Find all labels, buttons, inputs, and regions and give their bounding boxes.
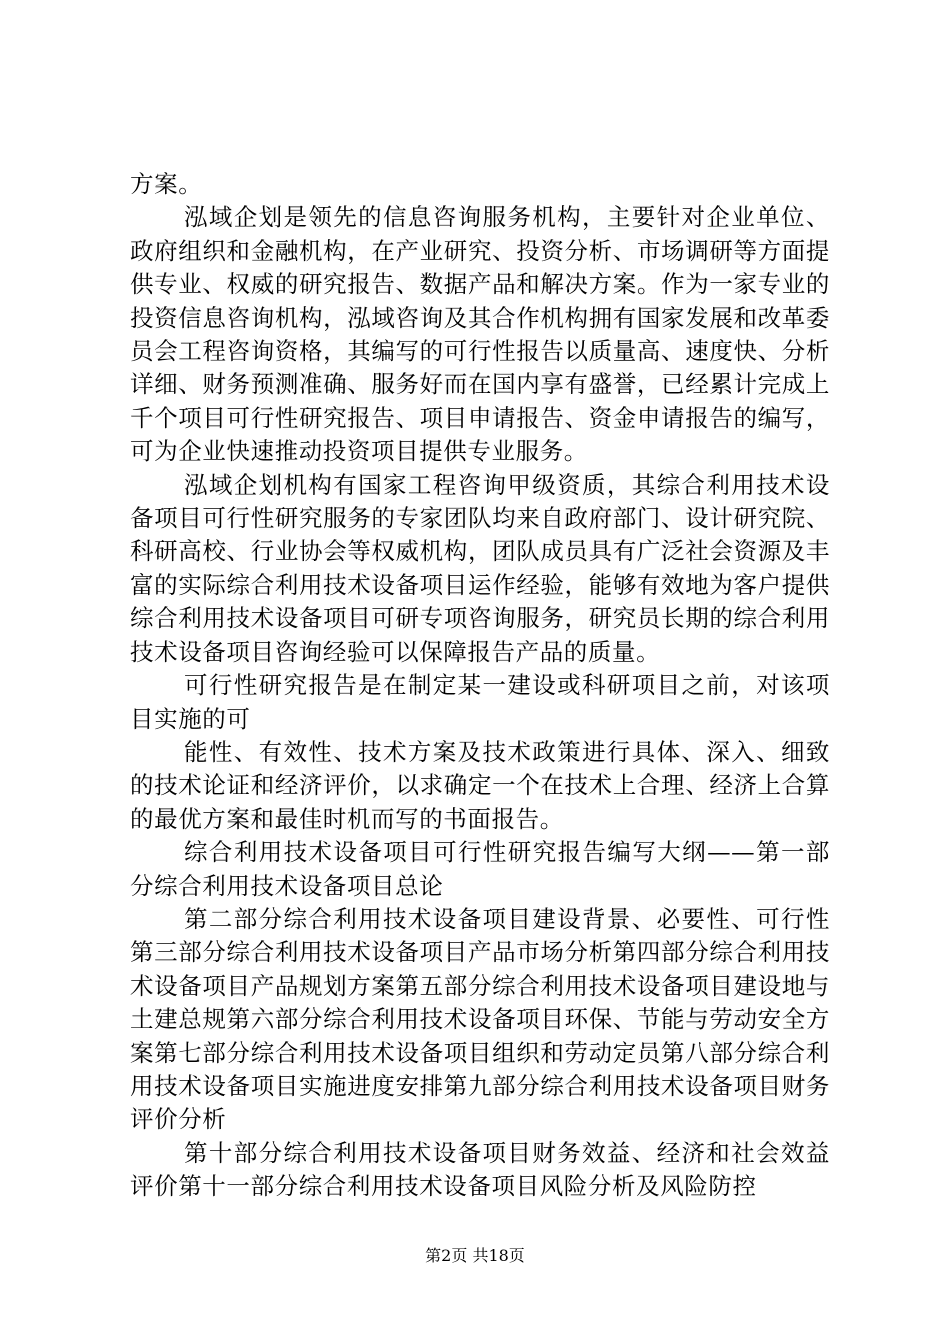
paragraph-5: 能性、有效性、技术方案及技术政策进行具体、深入、细致的技术论证和经济评价，以求确定一个在技术上合理、经济上合算的最优方案和最佳时机而写的书面报告。 bbox=[130, 737, 830, 833]
page-number-footer: 第2页 共18页 bbox=[425, 1246, 525, 1265]
document-body bbox=[130, 168, 830, 1204]
paragraph-2: 泓域企划是领先的信息咨询服务机构，主要针对企业单位、政府组织和金融机构，在产业研究、投资分析、市场调研等方面提供专业、权威的研究报告、数据产品和解决方案。作为一家专业的投资信息咨询机构，泓域咨询及其合作机构拥有国家发展和改革委员会工程咨询资格，其编写的可行性报告以质量高、速度快、分析详细、财务预测准确、服务好而在国内享有盛誉，已经累计完成上千个项目可行性研究报告、项目申请报告、资金申请报告的编写，可为企业快速推动投资项目提供专业服务。 bbox=[130, 203, 830, 466]
paragraph-4: 可行性研究报告是在制定某一建设或科研项目之前，对该项目实施的可 bbox=[130, 671, 830, 733]
paragraph-3: 泓域企划机构有国家工程咨询甲级资质，其综合利用技术设备项目可行性研究服务的专家团队均来自政府部门、设计研究院、科研高校、行业协会等权威机构，团队成员具有广泛社会资源及丰富的实际综合利用技术设备项目运作经验，能够有效地为客户提供综合利用技术设备项目可研专项咨询服务，研究员长期的综合利用技术设备项目咨询经验可以保障报告产品的质量。 bbox=[130, 470, 830, 666]
paragraph-7: 第二部分综合利用技术设备项目建设背景、必要性、可行性第三部分综合利用技术设备项目产品市场分析第四部分综合利用技术设备项目产品规划方案第五部分综合利用技术设备项目建设地与土建总规第六部分综合利用技术设备项目环保、节能与劳动安全方案第七部分综合利用技术设备项目组织和劳动定员第八部分综合利用技术设备项目实施进度安排第九部分综合利用技术设备项目财务评价分析 bbox=[130, 904, 830, 1134]
paragraph-6: 综合利用技术设备项目可行性研究报告编写大纲——第一部分综合利用技术设备项目总论 bbox=[130, 838, 830, 900]
paragraph-1: 方案。 bbox=[130, 170, 203, 198]
paragraph-8: 第十部分综合利用技术设备项目财务效益、经济和社会效益评价第十一部分综合利用技术设备项目风险分析及风险防控 bbox=[130, 1138, 830, 1201]
